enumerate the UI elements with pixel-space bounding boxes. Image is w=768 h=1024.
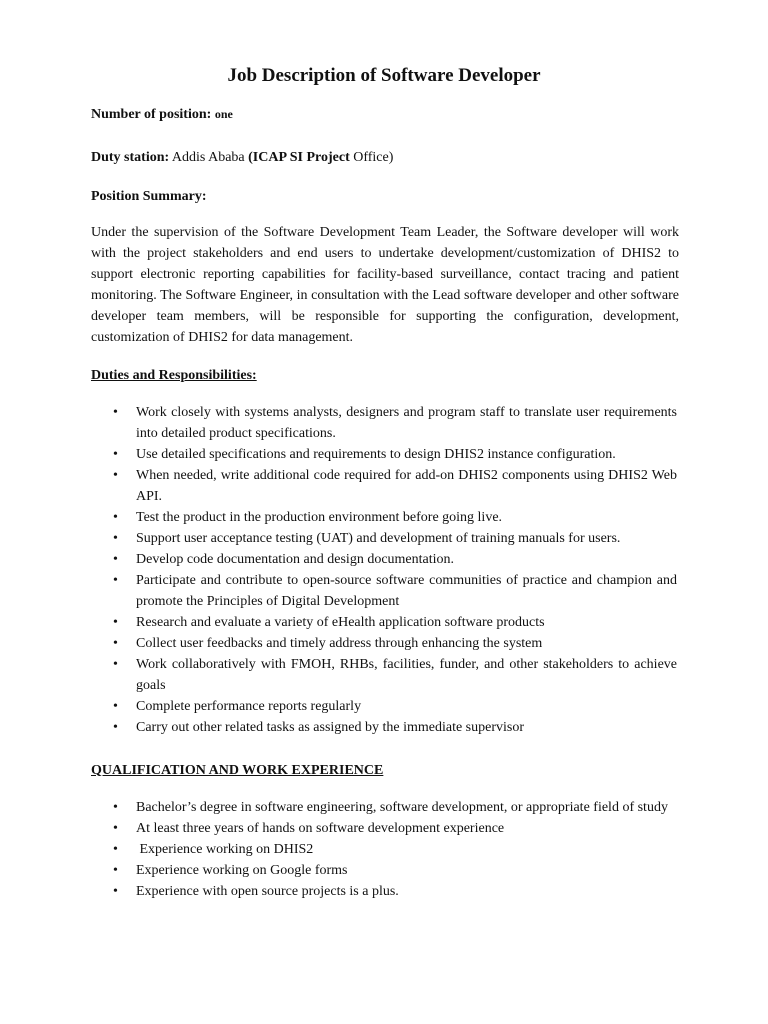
positions-label: Number of position: <box>91 107 212 122</box>
duties-heading: Duties and Responsibilities: <box>91 368 257 383</box>
bullet-icon: • <box>113 447 118 462</box>
duty-station <box>91 148 393 168</box>
list-item: • Work collaboratively with FMOH, RHBs, facilities, funder, and other stakeholders to achieve goals <box>91 654 677 696</box>
bullet-icon: • <box>113 720 118 735</box>
duties-list <box>91 402 677 738</box>
qualification-heading: QUALIFICATION AND WORK EXPERIENCE <box>91 763 384 778</box>
list-item: • Participate and contribute to open-source software communities of practice and champion and promote the Principles of Digital Development <box>91 570 677 612</box>
summary-heading: Position Summary: <box>91 189 207 204</box>
bullet-icon: • <box>113 863 118 878</box>
duty-project: (ICAP SI Project <box>248 150 350 165</box>
summary-paragraph: Under the supervision of the Software Development Team Leader, the Software developer will work with the project stakeholders and end users to undertake development/customization of DHIS2 to support electronic reporting capabilities for facility-based surveillance, contact tracing and patient monitoring. The Software Engineer, in consultation with the Lead software developer and other software developer team members, will be responsible for supporting the configuration, development, customization of DHIS2 for data management. <box>91 225 679 345</box>
positions-value: one <box>214 107 233 121</box>
bullet-icon: • <box>113 821 118 836</box>
list-item: • Collect user feedbacks and timely address through enhancing the system <box>91 633 677 654</box>
page-title: Job Description of Software Developer <box>227 65 541 86</box>
bullet-icon: • <box>113 531 118 546</box>
number-of-position <box>91 104 233 125</box>
list-item: • Carry out other related tasks as assigned by the immediate supervisor <box>91 717 677 738</box>
list-item: • Support user acceptance testing (UAT) and development of training manuals for users. <box>91 528 677 549</box>
bullet-icon: • <box>113 573 118 588</box>
list-item: • At least three years of hands on software development experience <box>91 818 677 839</box>
bullet-icon: • <box>113 510 118 525</box>
list-item: • Test the product in the production environment before going live. <box>91 507 677 528</box>
bullet-icon: • <box>113 552 118 567</box>
bullet-icon: • <box>113 657 118 672</box>
bullet-icon: • <box>113 800 118 815</box>
list-item: • When needed, write additional code required for add-on DHIS2 components using DHIS2 Web API. <box>91 465 677 507</box>
list-item: • Research and evaluate a variety of eHealth application software products <box>91 612 677 633</box>
list-item: • Work closely with systems analysts, designers and program staff to translate user requirements into detailed product specifications. <box>91 402 677 444</box>
duty-office: Office) <box>353 150 394 165</box>
list-item: • Use detailed specifications and requirements to design DHIS2 instance configuration. <box>91 444 677 465</box>
list-item: • Complete performance reports regularly <box>91 696 677 717</box>
qualification-list <box>91 797 677 902</box>
list-item: • Develop code documentation and design documentation. <box>91 549 677 570</box>
bullet-icon: • <box>113 405 118 420</box>
duty-city: Addis Ababa <box>171 150 245 165</box>
bullet-icon: • <box>113 636 118 651</box>
list-item: • Experience working on DHIS2 <box>91 839 677 860</box>
list-item: • Experience working on Google forms <box>91 860 677 881</box>
bullet-icon: • <box>113 468 118 483</box>
bullet-icon: • <box>113 615 118 630</box>
bullet-icon: • <box>113 699 118 714</box>
position-summary <box>91 222 679 348</box>
bullet-icon: • <box>113 842 118 857</box>
duty-label: Duty station: <box>91 150 170 165</box>
bullet-icon: • <box>113 884 118 899</box>
list-item: • Bachelor’s degree in software engineering, software development, or appropriate field of study <box>91 797 677 818</box>
list-item: • Experience with open source projects is a plus. <box>91 881 677 902</box>
